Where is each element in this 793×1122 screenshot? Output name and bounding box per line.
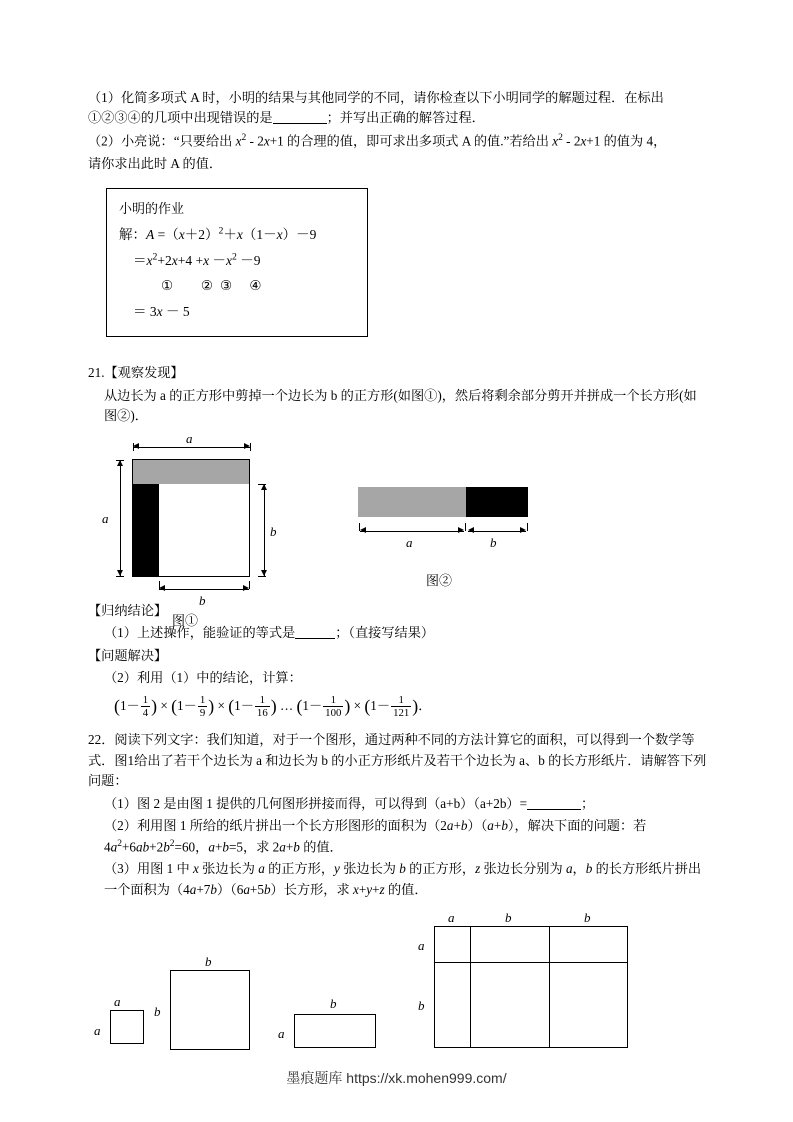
fig2-label-a: a [406,534,413,550]
fig2-tick-1 [359,523,360,531]
grid-label-a-top: a [448,910,455,926]
rectangle-ab [294,1014,376,1048]
dim-left-tick-bottom [116,576,124,577]
problem-21-conclusion-1-text: （1）上述操作，能验证的等式是 [104,625,296,641]
grid-vline-2 [549,926,550,1048]
problem-22-p1-tail: ； [581,795,595,811]
problem-20-item-1-tail: ；并写出正确的解答过程． [326,110,485,126]
homework-marks: ① ②③ ④ [161,278,269,294]
times-1: × [160,697,168,713]
fig2-dim-b-arrow-right [520,527,526,533]
homework-line-2: $=x^2+2x+4 +x -x^2 -9$ [133,251,261,268]
times-3: × [353,697,362,713]
dim-left-line [120,460,121,576]
problem-20-item-2: （2）小亮说：“只要给出 $x^2 - 2x+1$ 的合理的值，即可求出多项式 A 的值.”若给出 $x^2 - 2x+1$ 的值为 4， [88,132,667,149]
homework-title: 小明的作业 [119,201,185,217]
label-right-b: b [270,523,277,539]
figure-2-caption: 图② [426,572,453,588]
ellipsis: … [279,697,294,713]
problem-22-number: 22． [88,732,115,748]
label-small-a-left: a [94,1023,101,1039]
small-square-a [110,1010,144,1044]
problem-20-item-1 [88,88,708,129]
label-rect-a-left: a [278,1026,285,1042]
dim-bottom-tick-left [159,581,160,589]
homework-line-1: 解：$A =(x+2)^2+x(1-x)-9$ [119,225,317,242]
problem-20-item-2b: 的合理的值，即可求出多项式 A 的值.”若给出 [283,133,553,149]
fig2-dim-b-line [468,531,526,532]
fig2-label-b: b [490,534,497,550]
problem-21-expression: (1－ $\frac{1}{4}$ ) × (1－ $\frac{1}{9}$ ) × (1－ $\frac{1}{16}$ ) … (1－ $\frac{1}{100}$ ) × (1－ $\frac{1}{121}$ )． [114,693,432,720]
label-big-b-left: b [154,1004,161,1020]
problem-20-item-2-line2: 请你求出此时 A 的值． [88,155,223,171]
figure-2 [338,487,568,588]
homework-box [106,188,368,337]
answer-blank-22[interactable] [527,796,581,810]
problem-22-p3: （3）用图 1 中 x 张边长为 a 的正方形，y 张边长为 b 的正方形，z 张边长分别为 a，b 的长方形纸片拼出一个面积为（4a+7b）（6a+5b）长方形，求 x+y+z 的值． [104,861,702,897]
problem-21-block [88,363,708,720]
dim-top-tick-left [133,443,134,451]
problem-21-p1: 从边长为 a 的正方形中剪掉一个边长为 b 的正方形(如图①)，然后将剩余部分剪开并拼成一个长方形(如图②)． [104,387,697,424]
problem-22-p1-text: （1）图 2 是由图 1 提供的几何图形拼接而得，可以得到（a+b）（a+2b）= [104,795,528,811]
problem-20-item-2a: （2）小亮说：“只要给出 [88,133,236,149]
dim-bottom-line [159,589,249,590]
answer-blank[interactable] [273,110,327,124]
label-left-a: a [102,510,109,526]
fraction-1-16: $\frac{1}{16}$ [256,693,268,720]
grid-outer [434,926,628,1048]
footer-watermark: 墨痕题库 https://xk.mohen999.com/ [286,1070,507,1086]
dim-top-tick-right [250,443,251,451]
dim-right-tick-bottom [258,576,266,577]
problem-22-p0-text: 阅读下列文字：我们知道，对于一个图形，通过两种不同的方法计算它的面积，可以得到一个数学等式．图1给出了若干个边长为 a 和边长为 b 的小正方形纸片及若干个边长为 a、b 的长方形纸片．请解答下列问题： [88,732,707,789]
times-2: × [217,697,225,713]
figure-1-caption: 图① [172,612,199,628]
dim-left-tick-top [116,460,124,461]
fig2-dim-a-line [360,531,464,532]
problem-21-conclusion-head: 【归纳结论】 [88,602,168,618]
problem-21-conclusion-1-tail: ；（直接写结果） [335,625,435,641]
problem-22-p1 [104,794,708,814]
fraction-1-9: $\frac{1}{9}$ [199,693,206,720]
label-big-b-top: b [205,954,212,970]
grid-label-a-left: a [418,938,425,954]
problem-22-p2: （2）利用图 1 所给的纸片拼出一个长方形图形的面积为（2a+b）（a+b），解决下面的问题：若 $4a^2+6ab+2b^2=60$，a+b=5，求 2a+b 的值． [104,818,647,854]
homework-line-4: ＝ 3x － 5 [133,303,190,319]
problem-20-block [88,88,708,174]
label-top-a: a [186,430,193,446]
label-small-a-top: a [114,994,121,1010]
big-square-b [170,970,250,1050]
problem-21-number: 21. [88,365,105,381]
grid-label-b-left: b [418,998,425,1014]
figure-2-black [466,487,528,517]
problem-22-p0 [88,730,708,791]
dim-right-tick-top [258,484,266,485]
fig2-dim-a-arrow-right [458,527,464,533]
dim-bottom-tick-right [249,581,250,589]
problem-20-item-1-text: （1）化简多项式 A 时，小明的结果与其他同学的不同，请你检查以下小明同学的解题过程．在标出①②③④的几项中出现错误的是 [88,90,664,126]
figures-row-22 [88,906,708,1066]
fraction-1-121: $\frac{1}{121}$ [393,693,410,720]
grid-vline-1 [470,926,471,1048]
problem-21-solve-2: （2）利用（1）中的结论，计算： [104,670,302,686]
grid-hline-1 [434,962,628,963]
grid-label-b1-top: b [505,910,512,926]
label-bottom-b: b [199,592,206,608]
fraction-1-4: $\frac{1}{4}$ [142,693,149,720]
problem-20-item-2c: 的值为 4， [600,133,667,149]
problem-21-heading [88,363,708,383]
problem-21-solve-head: 【问题解决】 [88,647,168,663]
figure-1-black-band [133,484,159,576]
document-content [88,88,708,1066]
figure-1-gray-band [133,460,249,484]
fig2-dim-b-arrow-left [468,527,474,533]
dim-right-line [264,484,265,576]
problem-21-head: 【观察发现】 [104,365,184,381]
fraction-1-100: $\frac{1}{100}$ [325,693,342,720]
label-rect-b-top: b [330,996,337,1012]
fig2-tick-2 [465,523,466,531]
fig2-dim-a-arrow-left [360,527,366,533]
grid-label-b2-top: b [584,910,591,926]
problem-22-block [88,730,708,1066]
fig2-tick-3 [527,523,528,531]
answer-blank-equation[interactable] [295,625,335,639]
figure-2-gray [358,487,466,517]
